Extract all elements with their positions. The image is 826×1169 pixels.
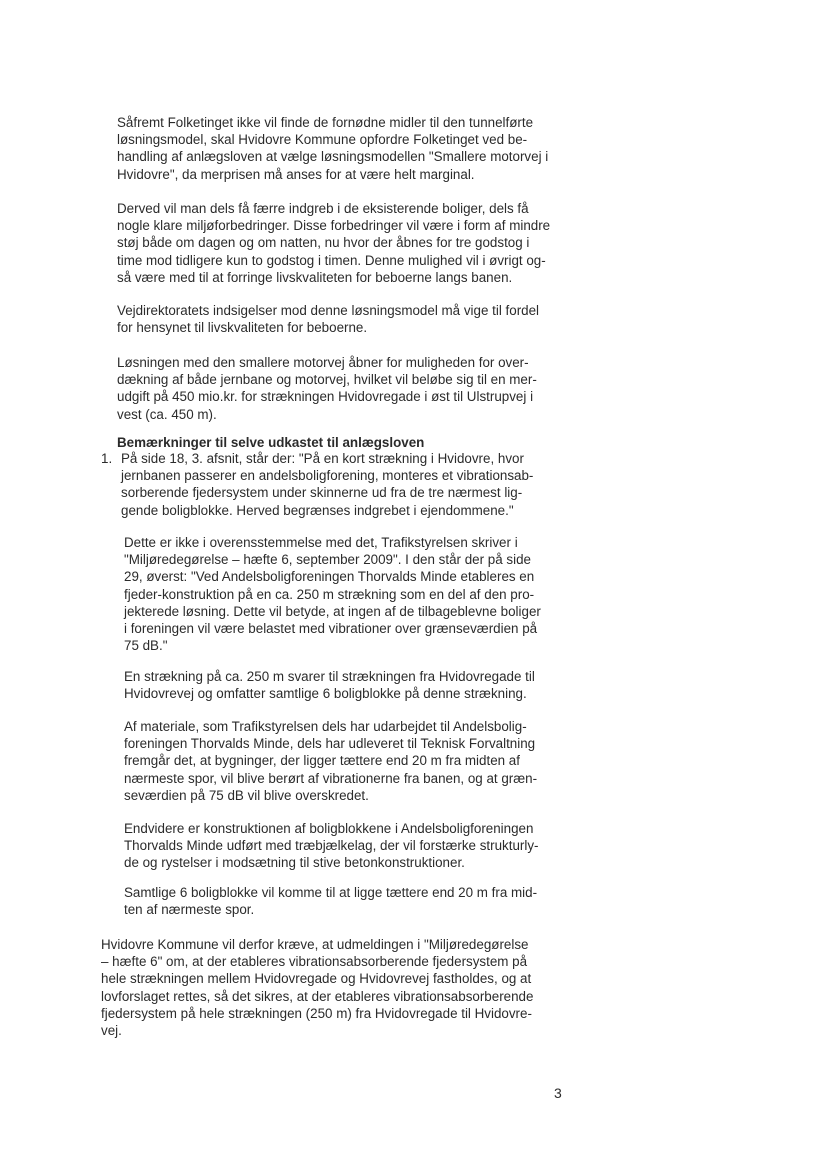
text-line: vest (ca. 450 m). bbox=[117, 406, 217, 422]
text-line: En strækning på ca. 250 m svarer til strækningen fra Hvidovregade til bbox=[124, 669, 535, 684]
text-line: fjeder-konstruktion på en ca. 250 m strækning som en del af den pro- bbox=[124, 586, 535, 602]
text-line: Samtlige 6 boligblokke vil komme til at ligge tættere end 20 m fra mid- bbox=[124, 885, 538, 900]
text-line: Endvidere er konstruktionen af boligblokkene i Andelsboligforeningen bbox=[124, 821, 534, 836]
text-line: "Miljøredegørelse – hæfte 6, september 2009". I den står der på side bbox=[124, 552, 531, 568]
text-line: i foreningen vil være belastet med vibrationer over grænseværdien på bbox=[124, 621, 538, 637]
text-line: Vejdirektoratets indsigelser mod denne løsningsmodel må vige til fordel bbox=[117, 303, 540, 318]
text-line: støj både om dagen og om natten, nu hvor der åbnes for tre godstog i bbox=[117, 235, 530, 251]
text-line: Såfremt Folketinget ikke vil finde de fornødne midler til den tunnelførte bbox=[117, 115, 534, 130]
sub-paragraph-1 bbox=[124, 534, 541, 654]
text-line: gende boligblokke. Herved begrænses indgrebet i ejendommene." bbox=[121, 502, 514, 518]
text-line: Hvidovre Kommune vil derfor kræve, at udmeldingen i "Miljøredegørelse bbox=[101, 937, 529, 952]
text-line: Løsningen med den smallere motorvej åbner for muligheden for over- bbox=[117, 355, 529, 370]
list-item-number: 1. bbox=[101, 451, 113, 466]
text-line: seværdien på 75 dB vil blive overskredet. bbox=[124, 787, 369, 803]
text-line: På side 18, 3. afsnit, står der: "På en kort strækning i Hvidovre, hvor bbox=[121, 451, 524, 466]
text-line: dækning af både jernbane og motorvej, hvilket vil beløbe sig til en mer- bbox=[117, 372, 537, 388]
text-line: så være med til at forringe livskvaliteten for beboerne langs banen. bbox=[117, 269, 513, 285]
text-line: ten af nærmeste spor. bbox=[124, 902, 255, 918]
list-item-1 bbox=[121, 450, 533, 519]
sub-paragraph-2 bbox=[124, 668, 535, 702]
text-line: nogle klare miljøforbedringer. Disse forbedringer vil være i form af mindre bbox=[117, 218, 551, 234]
text-line: lovforslaget rettes, så det sikres, at der etableres vibrationsabsorberende bbox=[101, 988, 534, 1004]
text-line: udgift på 450 mio.kr. for strækningen Hvidovregade i øst til Ulstrupvej i bbox=[117, 389, 534, 405]
text-line: nærmeste spor, vil blive berørt af vibrationerne fra banen, og at græn- bbox=[124, 770, 538, 786]
section-heading: Bemærkninger til selve udkastet til anlægsloven bbox=[117, 435, 425, 450]
sub-paragraph-5 bbox=[124, 884, 537, 918]
text-line: Derved vil man dels få færre indgreb i de eksisterende boliger, dels få bbox=[117, 201, 529, 216]
text-line: fremgår det, at bygninger, der ligger tættere end 20 m fra midten af bbox=[124, 753, 520, 769]
text-line: handling af anlægsloven at vælge løsningsmodellen "Smallere motorvej i bbox=[117, 149, 549, 165]
paragraph-3 bbox=[117, 302, 539, 336]
text-line: 75 dB." bbox=[124, 638, 168, 654]
text-line: Hvidovrevej og omfatter samtlige 6 boligblokke på denne strækning. bbox=[124, 686, 527, 702]
closing-paragraph bbox=[101, 936, 533, 1039]
text-line: vej. bbox=[101, 1023, 122, 1039]
text-line: hele strækningen mellem Hvidovregade og Hvidovrevej fastholdes, og at bbox=[101, 971, 532, 987]
paragraph-4 bbox=[117, 354, 537, 423]
text-line: Thorvalds Minde udført med træbjælkelag, der vil forstærke strukturly- bbox=[124, 838, 539, 854]
text-line: foreningen Thorvalds Minde, dels har udleveret til Teknisk Forvaltning bbox=[124, 736, 536, 752]
text-line: time mod tidligere kun to godstog i timen. Denne mulighed vil i øvrigt og- bbox=[117, 252, 546, 268]
text-line: sorberende fjedersystem under skinnerne ud fra de tre nærmest lig- bbox=[121, 485, 523, 501]
paragraph-2 bbox=[117, 200, 550, 286]
text-line: løsningsmodel, skal Hvidovre Kommune opfordre Folketinget ved be- bbox=[117, 132, 528, 148]
sub-paragraph-3 bbox=[124, 718, 537, 804]
text-line: – hæfte 6" om, at der etableres vibrationsabsorberende fjedersystem på bbox=[101, 954, 528, 970]
text-line: Dette er ikke i overensstemmelse med det, Trafikstyrelsen skriver i bbox=[124, 535, 518, 550]
page-number: 3 bbox=[554, 1085, 562, 1101]
text-line: jernbanen passerer en andelsboligforening, monteres et vibrationsab- bbox=[121, 468, 534, 484]
text-line: for hensynet til livskvaliteten for beboerne. bbox=[117, 320, 368, 336]
text-line: fjedersystem på hele strækningen (250 m) fra Hvidovregade til Hvidovre- bbox=[101, 1005, 532, 1021]
paragraph-1 bbox=[117, 114, 548, 183]
sub-paragraph-4 bbox=[124, 820, 539, 872]
text-line: 29, øverst: "Ved Andelsboligforeningen Thorvalds Minde etableres en bbox=[124, 569, 535, 585]
text-line: Hvidovre", da merprisen må anses for at være helt marginal. bbox=[117, 166, 475, 182]
text-line: de og rystelser i modsætning til stive betonkonstruktioner. bbox=[124, 855, 465, 871]
text-line: jekterede løsning. Dette vil betyde, at ingen af de tilbageblevne boliger bbox=[124, 603, 541, 619]
text-line: Af materiale, som Trafikstyrelsen dels har udarbejdet til Andelsbolig- bbox=[124, 719, 527, 734]
